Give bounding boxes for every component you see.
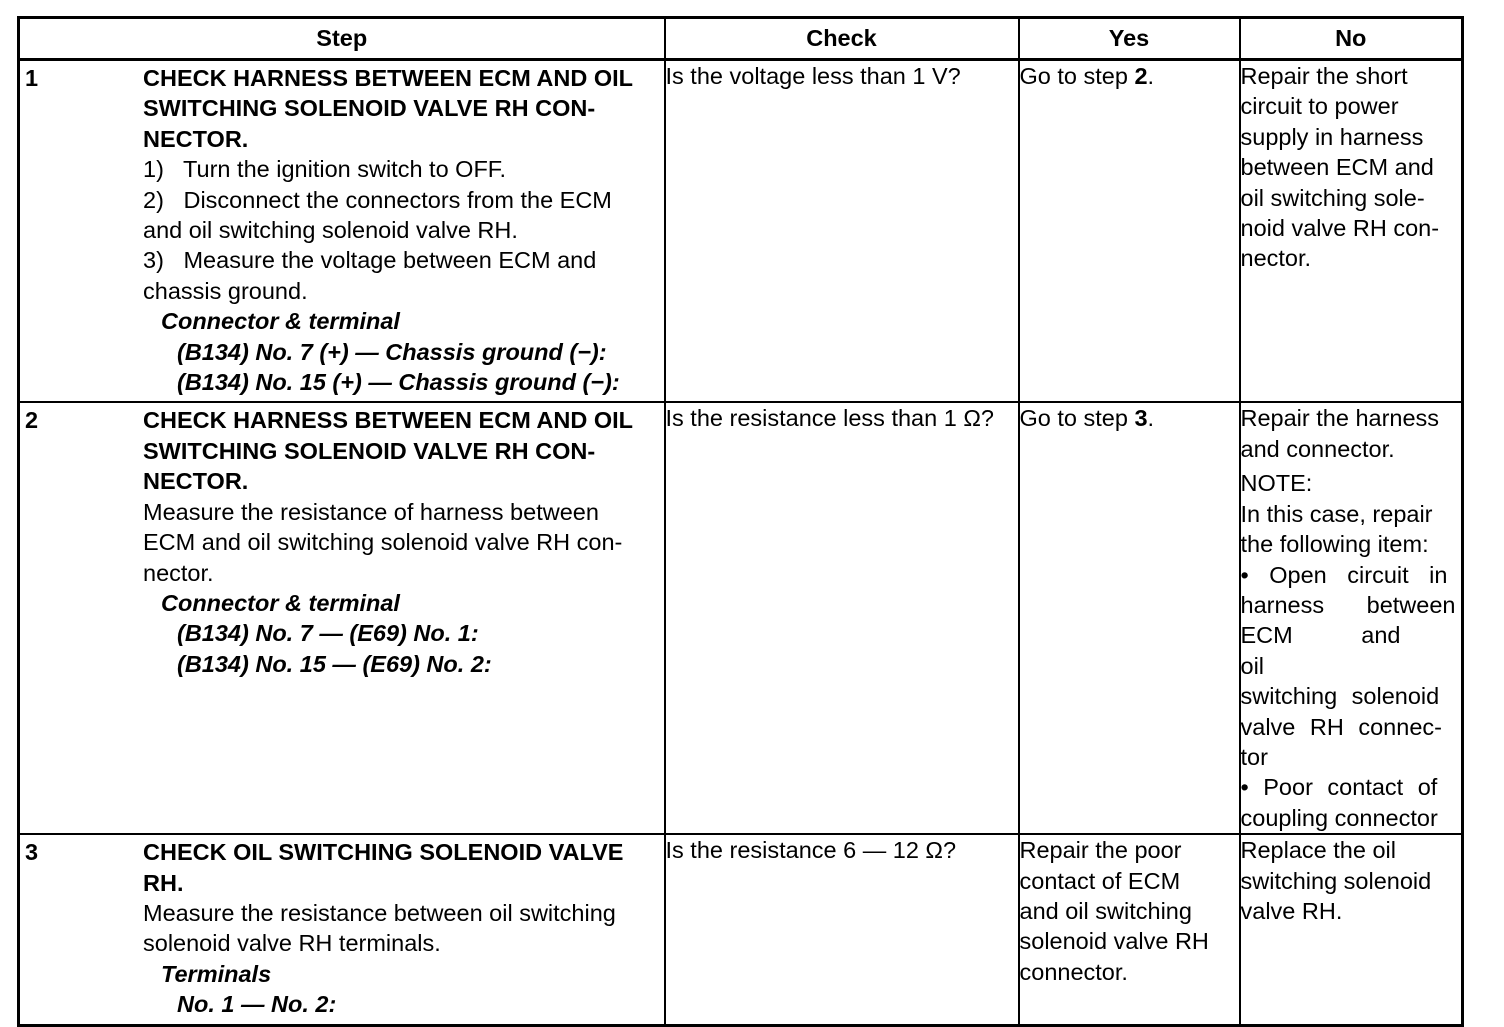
yes-line: and oil switching [1019, 897, 1192, 924]
note-line: valve RH connec- [1240, 713, 1442, 740]
step-cell [19, 834, 665, 1025]
note-line: switching solenoid [1240, 683, 1440, 710]
table-row-step-2 [19, 402, 1463, 834]
no-cell [1240, 834, 1463, 1025]
no-line: noid valve RH con- [1240, 215, 1440, 242]
step-title-line: NECTOR. [143, 125, 249, 152]
no-line: switching solenoid [1240, 867, 1432, 894]
note-line: coupling connector [1240, 804, 1438, 831]
header-no: No [1240, 18, 1463, 60]
step-title-line: CHECK OIL SWITCHING SOLENOID VALVE [143, 839, 624, 866]
step-cell [19, 60, 665, 403]
step-title-line: CHECK HARNESS BETWEEN ECM AND OIL [143, 65, 634, 91]
yes-text: Go to step [1019, 63, 1135, 89]
step-instruction-line: solenoid valve RH terminals. [143, 930, 441, 957]
yes-cell [1019, 402, 1240, 834]
yes-text: Go to step [1019, 405, 1135, 432]
note-label: NOTE: [1240, 470, 1313, 497]
step-instruction-line: nector. [143, 559, 214, 586]
connector-terminal-item: (B134) No. 15 (+) — Chassis ground (−): [177, 369, 620, 396]
step-instruction-line: chassis ground. [143, 277, 308, 304]
step-cell [19, 402, 665, 834]
check-cell: Is the resistance less than 1 Ω? [665, 402, 1019, 834]
connector-terminal-item: (B134) No. 15 — (E69) No. 2: [177, 650, 492, 677]
connector-terminal-item: (B134) No. 7 — (E69) No. 1: [177, 620, 479, 647]
step-title-line: NECTOR. [143, 468, 249, 495]
no-line: Repair the short [1240, 63, 1408, 89]
note-line: • Poor contact of [1240, 774, 1438, 801]
check-cell: Is the voltage less than 1 V? [665, 60, 1019, 403]
step-instruction-line: 1) Turn the ignition switch to OFF. [143, 156, 507, 183]
note-line: • Open circuit in [1240, 561, 1448, 588]
note-line: In this case, repair [1240, 500, 1433, 527]
step-instruction-line: 2) Disconnect the connectors from the ECM [143, 186, 612, 213]
header-check: Check [665, 18, 1019, 60]
no-line: Repair the harness [1240, 405, 1440, 432]
step-instruction-line: Measure the resistance of harness between [143, 498, 599, 525]
yes-line: connector. [1019, 958, 1128, 985]
yes-suffix: . [1147, 63, 1155, 89]
yes-cell [1019, 834, 1240, 1025]
no-line: oil switching sole- [1240, 184, 1425, 211]
connector-terminal-label: Connector & terminal [161, 589, 400, 616]
step-instruction-line: and oil switching solenoid valve RH. [143, 217, 518, 244]
yes-suffix: . [1147, 405, 1155, 432]
table-row-step-1 [19, 60, 1463, 403]
step-instruction-line: Measure the resistance between oil switching [143, 899, 616, 926]
no-line: valve RH. [1240, 897, 1343, 924]
yes-line: Repair the poor [1019, 837, 1182, 864]
step-title-line: RH. [143, 869, 184, 896]
note-line: the following item: [1240, 531, 1429, 558]
header-step: Step [19, 18, 665, 60]
note-line: tor [1240, 743, 1268, 770]
yes-step-number: 3 [1134, 405, 1148, 432]
diagnostic-table-sheet [17, 16, 1461, 1027]
table-header-row [19, 18, 1463, 60]
step-title-line: SWITCHING SOLENOID VALVE RH CON- [143, 95, 596, 122]
terminals-item: No. 1 — No. 2: [177, 991, 337, 1018]
no-cell [1240, 60, 1463, 403]
no-line: Replace the oil [1240, 837, 1396, 864]
step-number: 2 [25, 407, 39, 434]
step-title-line: CHECK HARNESS BETWEEN ECM AND OIL [143, 407, 634, 434]
connector-terminal-item: (B134) No. 7 (+) — Chassis ground (−): [177, 338, 607, 365]
yes-line: solenoid valve RH [1019, 928, 1209, 955]
yes-step-number: 2 [1134, 63, 1148, 89]
terminals-label: Terminals [161, 960, 272, 987]
no-line: nector. [1240, 245, 1312, 272]
no-cell [1240, 402, 1463, 834]
check-cell: Is the resistance 6 — 12 Ω? [665, 834, 1019, 1025]
table-row-step-3 [19, 834, 1463, 1025]
yes-line: contact of ECM [1019, 867, 1181, 894]
header-yes: Yes [1019, 18, 1240, 60]
note-line: ECM and oil [1240, 622, 1401, 679]
no-line: between ECM and [1240, 154, 1434, 181]
step-number: 3 [25, 839, 39, 866]
step-instruction-line: ECM and oil switching solenoid valve RH con- [143, 529, 623, 556]
diagnostic-procedure-table [17, 16, 1464, 1027]
yes-cell [1019, 60, 1240, 403]
step-title-line: SWITCHING SOLENOID VALVE RH CON- [143, 437, 596, 464]
step-number: 1 [25, 65, 39, 91]
no-line: and connector. [1240, 435, 1395, 462]
no-line: supply in harness [1240, 123, 1424, 150]
connector-terminal-label: Connector & terminal [161, 308, 400, 335]
note-line: harness between [1240, 591, 1456, 618]
step-instruction-line: 3) Measure the voltage between ECM and [143, 247, 597, 274]
no-line: circuit to power [1240, 93, 1399, 120]
